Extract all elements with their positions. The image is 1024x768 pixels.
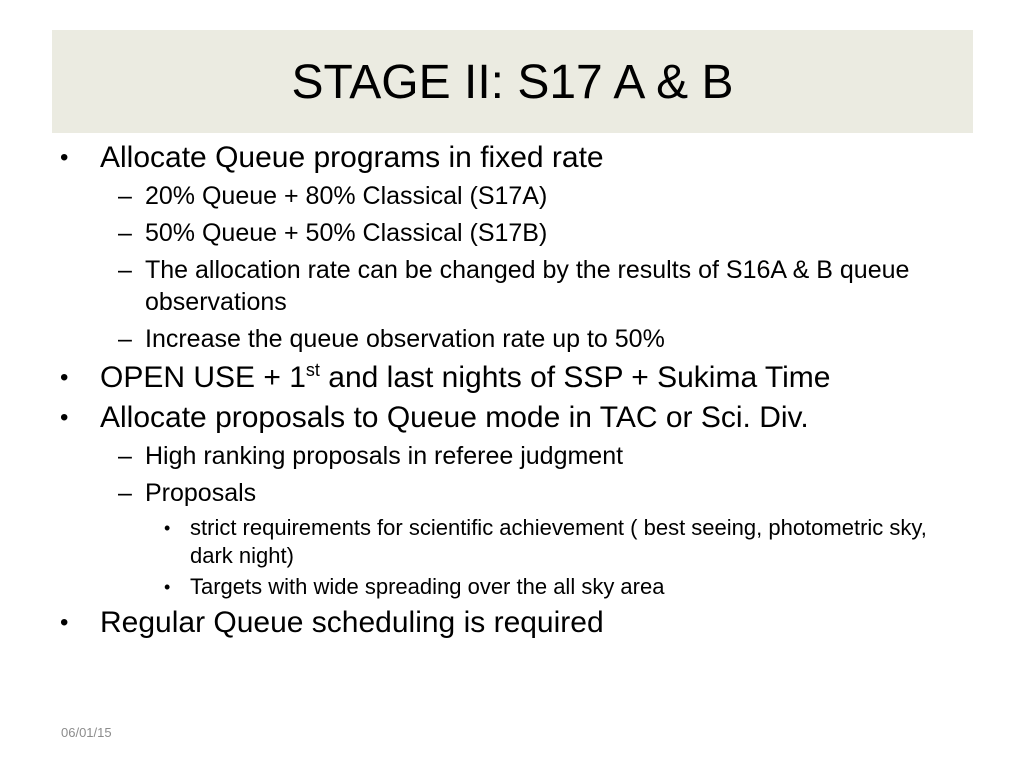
superscript: st	[305, 360, 320, 380]
list-item-text: 50% Queue + 50% Classical (S17B)	[145, 219, 548, 247]
footer-date: 06/01/15	[61, 725, 112, 740]
slide-title: STAGE II: S17 A & B	[291, 56, 734, 109]
dash-icon: –	[118, 219, 132, 247]
list-item-text: Increase the queue observation rate up to 50%	[145, 325, 665, 353]
list-item-text: Proposals	[145, 479, 257, 507]
list-item-text: Targets with wide spreading over the all sky area	[190, 574, 665, 599]
list-item-text	[100, 360, 966, 396]
list-item	[56, 605, 966, 641]
list-item	[56, 514, 966, 570]
bullet-list	[56, 136, 966, 641]
list-item	[56, 400, 966, 436]
list-item	[56, 440, 966, 472]
dash-icon: –	[118, 442, 132, 470]
list-item-text: Allocate Queue programs in fixed rate	[100, 141, 604, 174]
bullet-icon: •	[60, 144, 69, 171]
list-item-text: The allocation rate can be changed by the results of S16A & B queue observations	[145, 256, 910, 316]
list-item-text-before: OPEN USE + 1	[100, 361, 306, 394]
bullet-icon: •	[60, 609, 69, 636]
dash-icon: –	[118, 182, 132, 210]
list-item-text: strict requirements for scientific achievement ( best seeing, photometric sky, dark night)	[190, 515, 927, 568]
list-item	[56, 254, 966, 318]
list-item	[56, 323, 966, 355]
list-item-text: Regular Queue scheduling is required	[100, 606, 604, 639]
list-item	[56, 217, 966, 249]
list-item-text: High ranking proposals in referee judgment	[145, 442, 624, 470]
list-item	[56, 360, 966, 396]
list-item	[56, 140, 966, 176]
title-banner	[52, 30, 973, 133]
dash-icon: –	[118, 256, 132, 284]
list-item-text: 20% Queue + 80% Classical (S17A)	[145, 182, 548, 210]
list-item-text: Allocate proposals to Queue mode in TAC or Sci. Div.	[100, 401, 809, 434]
list-item	[56, 180, 966, 212]
list-item	[56, 477, 966, 509]
bullet-icon: •	[164, 577, 171, 597]
bullet-icon: •	[60, 364, 69, 391]
bullet-icon: •	[164, 518, 171, 538]
dash-icon: –	[118, 479, 132, 507]
bullet-icon: •	[60, 404, 69, 431]
dash-icon: –	[118, 325, 132, 353]
list-item	[56, 573, 966, 601]
list-item-text-after: and last nights of SSP + Sukima Time	[319, 361, 831, 394]
